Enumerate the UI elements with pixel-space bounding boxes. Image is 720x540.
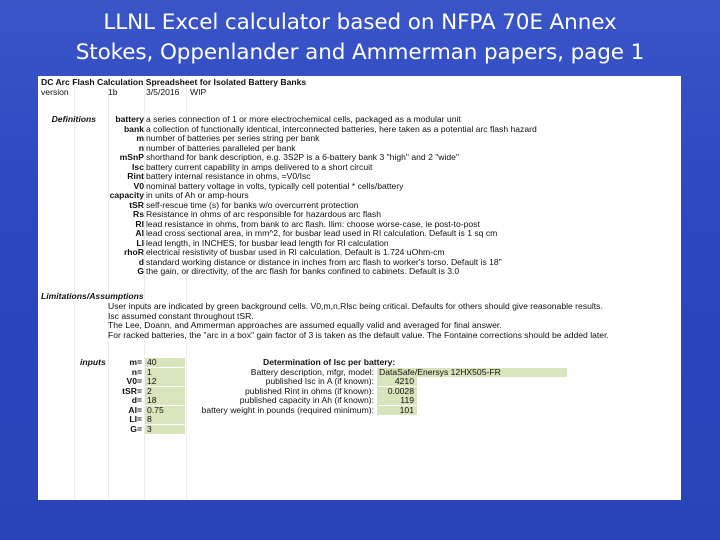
definition-symbol: LI xyxy=(136,237,144,248)
definition-text: number of batteries per series string per bank xyxy=(146,133,320,143)
limitations-label: Limitations/Assumptions xyxy=(41,291,144,301)
determination-title: Determination of Isc per battery: xyxy=(263,357,396,367)
definition-text: shorthand for bank description, e.g. 3S2P is a 6-battery bank 3 "high" and 2 "wide" xyxy=(146,152,460,162)
definition-text: nominal battery voltage in volts, typically cell potential * cells/battery xyxy=(146,180,404,191)
input-row xyxy=(38,358,681,367)
limitation-row xyxy=(38,302,681,311)
limitation-row xyxy=(38,321,681,330)
definition-text: electrical resistivity of busbar used in RI calculation. Default is 1.724 uOhm-cm xyxy=(146,247,445,257)
input-symbol: n= xyxy=(131,366,142,377)
determination-label: published Isc in A (if known): xyxy=(265,376,374,386)
definition-symbol: mSnP xyxy=(119,152,144,162)
definition-row xyxy=(38,172,681,181)
limitation-text: Isc assumed constant throughout tSR. xyxy=(108,310,254,321)
input-symbol: tSR= xyxy=(122,385,142,396)
definition-text: battery current capability in amps delivered to a short circuit xyxy=(146,161,373,172)
determination-value-cell: 101 xyxy=(377,406,417,415)
input-row xyxy=(38,396,681,405)
input-value-cell: 0.75 xyxy=(145,406,185,415)
determination-value-cell: 4210 xyxy=(377,377,417,386)
definition-text: standard working distance or distance in inches from arc flash to worker's torso. Default is 18" xyxy=(146,256,502,267)
version-label: version xyxy=(41,87,69,97)
version-status: WIP xyxy=(190,87,207,97)
definition-text: lead length, in INCHES, for busbar lead length for RI calculation xyxy=(146,237,389,248)
definition-symbol: Rint xyxy=(127,171,144,181)
limitation-text: User inputs are indicated by green background cells. V0,m,n,Rlsc being critical. Defaults for others should give reasonable results. xyxy=(108,301,603,311)
definition-symbol: capacity xyxy=(109,190,144,200)
definition-text: a collection of functionally identical, interconnected batteries, here taken as a potential arc flash hazard xyxy=(146,123,537,134)
input-value-cell: 8 xyxy=(145,415,185,424)
determination-value-cell: DataSafe/Enersys 12HX505-FR xyxy=(377,368,567,377)
definition-row xyxy=(38,210,681,219)
determination-label: Battery description, mfgr, model: xyxy=(250,366,374,377)
definition-row xyxy=(38,153,681,162)
definition-row xyxy=(38,125,681,134)
determination-value-cell: 119 xyxy=(377,396,417,405)
limitation-text: The Lee, Doann, and Ammerman approaches are assumed equally valid and averaged for final answer. xyxy=(108,320,502,330)
definitions-label: Definitions xyxy=(51,114,96,124)
definition-symbol: tSR xyxy=(129,199,144,210)
slide-title-line1: LLNL Excel calculator based on NFPA 70E Annex xyxy=(103,10,617,35)
input-symbol: V0= xyxy=(126,376,142,386)
definition-row xyxy=(38,267,681,276)
definition-row xyxy=(38,134,681,143)
definition-symbol: Isc xyxy=(132,161,144,172)
definition-text: in units of Ah or amp-hours xyxy=(146,190,249,200)
version-value: 1b xyxy=(108,87,118,97)
version-row xyxy=(38,88,681,97)
definition-symbol: Rs xyxy=(133,209,144,219)
input-value-cell: 3 xyxy=(145,425,185,434)
limitation-text: For racked batteries, the "arc in a box" gain factor of 3 is taken as the default value. The Fontaine corrections should be added later. xyxy=(108,329,609,340)
input-symbol: G= xyxy=(130,423,142,434)
definition-row xyxy=(38,248,681,257)
input-value-cell: 40 xyxy=(145,358,185,367)
sheet-heading-row xyxy=(38,78,681,87)
definition-row xyxy=(38,229,681,238)
input-value-cell: 18 xyxy=(145,396,185,405)
slide-title xyxy=(0,8,720,68)
definition-symbol: V0 xyxy=(133,180,144,191)
definition-text: number of batteries paralleled per bank xyxy=(146,142,296,153)
input-symbol: AI= xyxy=(128,404,142,415)
definition-symbol: AI xyxy=(135,228,144,238)
input-value-cell: 1 xyxy=(145,368,185,377)
definition-text: battery internal resistance in ohms, =V0/Isc xyxy=(146,171,311,181)
definition-symbol: RI xyxy=(135,218,144,229)
definition-text: the gain, or directivity, of the arc flash for banks confined to cabinets. Default is 3.0 xyxy=(146,266,460,276)
definition-symbol: rhoR xyxy=(123,247,144,257)
definition-symbol: m xyxy=(136,133,144,143)
definition-text: a series connection of 1 or more electrochemical cells, packaged as a modular unit xyxy=(146,114,461,124)
definition-symbol: n xyxy=(138,142,144,153)
limitations-header-row xyxy=(38,292,681,301)
input-row xyxy=(38,415,681,424)
definition-symbol: d xyxy=(138,256,144,267)
spreadsheet-image xyxy=(38,76,681,500)
slide-title-line2: Stokes, Oppenlander and Ammerman papers, page 1 xyxy=(75,40,645,65)
input-symbol: LI= xyxy=(129,414,142,424)
determination-label: published capacity in Ah (if known): xyxy=(239,395,374,405)
determination-label: battery weight in pounds (required minimum): xyxy=(201,404,374,415)
input-symbol: d= xyxy=(131,395,142,405)
input-value-cell: 2 xyxy=(145,387,185,396)
definition-text: self-rescue time (s) for banks w/o overcurrent protection xyxy=(146,199,359,210)
input-value-cell: 12 xyxy=(145,377,185,386)
input-symbol: m= xyxy=(129,357,142,367)
sheet-heading: DC Arc Flash Calculation Spreadsheet for Isolated Battery Banks xyxy=(41,77,307,87)
inputs-label: inputs xyxy=(80,357,106,367)
definition-text: lead cross sectional area, in mm^2, for busbar lead used in RI calculation. Default is 1 sq cm xyxy=(146,228,498,238)
limitation-row xyxy=(38,331,681,340)
definition-symbol: battery xyxy=(115,114,144,124)
definition-symbol: G xyxy=(137,266,144,276)
definition-row xyxy=(38,115,681,124)
definition-text: Resistance in ohms of arc responsible for hazardous arc flash xyxy=(146,209,382,219)
definition-row xyxy=(38,191,681,200)
input-row xyxy=(38,377,681,386)
determination-label: published Rint in ohms (if known): xyxy=(245,385,374,396)
input-row xyxy=(38,425,681,434)
definition-text: lead resistance in ohms, from bank to arc flash. Ilim: choose worse-case, ie post-to-post xyxy=(146,218,480,229)
definition-symbol: bank xyxy=(123,123,144,134)
version-date: 3/5/2016 xyxy=(146,87,180,97)
determination-value-cell: 0.0028 xyxy=(377,387,417,396)
